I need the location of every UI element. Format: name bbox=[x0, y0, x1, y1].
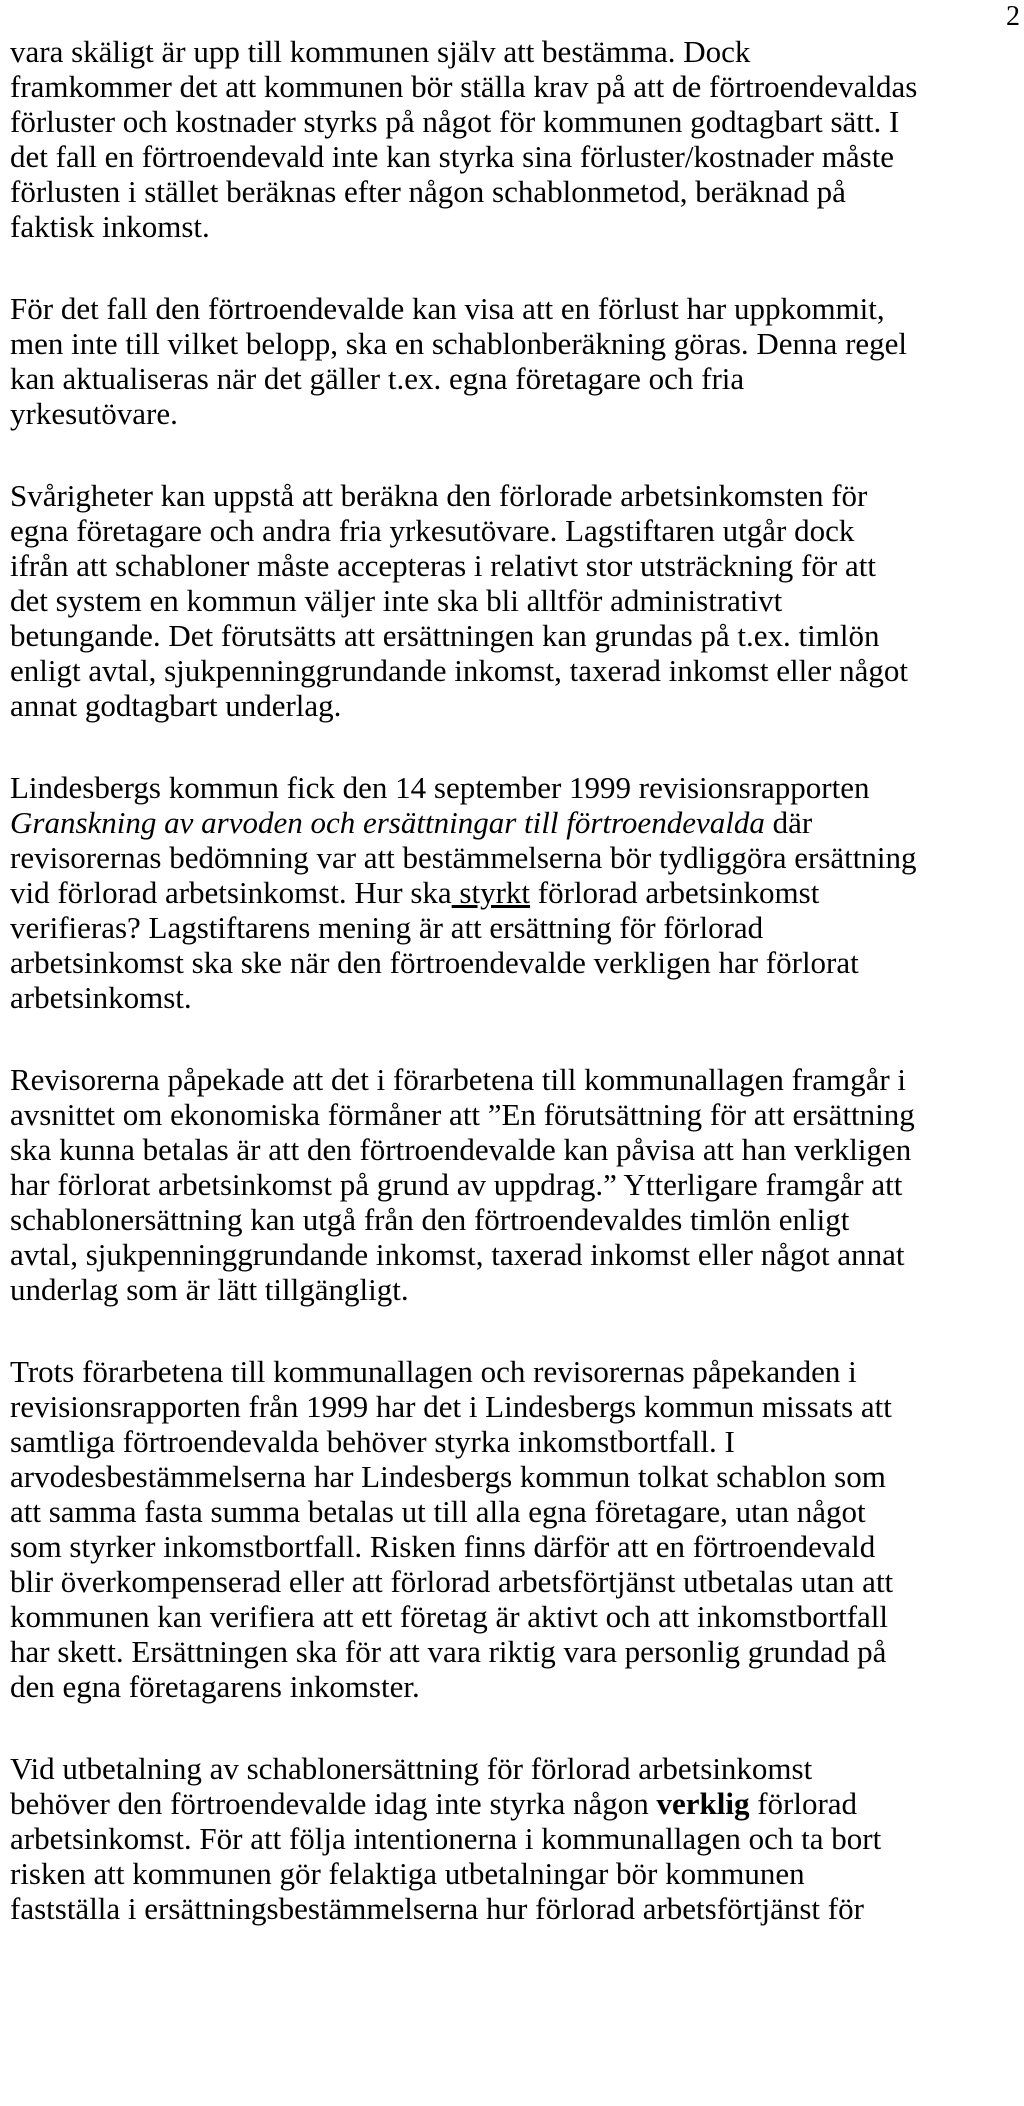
text-line: enligt avtal, sjukpenninggrundande inkomst, taxerad inkomst eller något bbox=[10, 653, 908, 688]
text-line: det system en kommun väljer inte ska bli alltför administrativt bbox=[10, 583, 783, 618]
text-line: kommunen kan verifiera att ett företag är aktivt och att inkomstbortfall bbox=[10, 1599, 889, 1634]
text-line: det fall en förtroendevald inte kan styrka sina förluster/kostnader måste bbox=[10, 139, 895, 174]
paragraph-4 bbox=[10, 770, 1022, 1015]
text-line: För det fall den förtroendevalde kan visa att en förlust har uppkommit, bbox=[10, 291, 885, 326]
text-line: har skett. Ersättningen ska för att vara riktig vara personlig grundad på bbox=[10, 1634, 887, 1669]
text-fragment: behöver den förtroendevalde idag inte styrka någon bbox=[10, 1786, 657, 1821]
text-line: arbetsinkomst. För att följa intentionerna i kommunallagen och ta bort bbox=[10, 1821, 882, 1856]
text-line: betungande. Det förutsätts att ersättningen kan grundas på t.ex. timlön bbox=[10, 618, 880, 653]
document-body bbox=[10, 34, 1022, 1973]
text-line: faktisk inkomst. bbox=[10, 209, 210, 244]
text-line: annat godtagbart underlag. bbox=[10, 688, 342, 723]
paragraph-1 bbox=[10, 34, 1022, 244]
text-line: ifrån att schabloner måste accepteras i relativt stor utsträckning för att bbox=[10, 548, 876, 583]
text-fragment: där bbox=[764, 805, 813, 840]
text-line: arbetsinkomst ska ske när den förtroendevalde verkligen har förlorat bbox=[10, 945, 859, 980]
text-line: ska kunna betalas är att den förtroendevalde kan påvisa att han verkligen bbox=[10, 1132, 912, 1167]
text-line: avtal, sjukpenninggrundande inkomst, taxerad inkomst eller något annat bbox=[10, 1237, 905, 1272]
text-line: förluster och kostnader styrks på något för kommunen godtagbart sätt. I bbox=[10, 104, 900, 139]
text-line: förlusten i stället beräknas efter någon schablonmetod, beräknad på bbox=[10, 174, 846, 209]
paragraph-3 bbox=[10, 478, 1022, 723]
text-line: schablonersättning kan utgå från den förtroendevaldes timlön enligt bbox=[10, 1202, 850, 1237]
text-line: Revisorerna påpekade att det i förarbetena till kommunallagen framgår i bbox=[10, 1062, 907, 1097]
paragraph-7 bbox=[10, 1751, 1022, 1926]
text-line bbox=[10, 875, 1022, 910]
text-line: avsnittet om ekonomiska förmåner att ”En förutsättning för att ersättning bbox=[10, 1097, 915, 1132]
text-line: har förlorat arbetsinkomst på grund av uppdrag.” Ytterligare framgår att bbox=[10, 1167, 903, 1202]
text-line: underlag som är lätt tillgängligt. bbox=[10, 1272, 409, 1307]
bold-word: verklig bbox=[656, 1786, 750, 1821]
text-line: men inte till vilket belopp, ska en schablonberäkning göras. Denna regel bbox=[10, 326, 908, 361]
text-line: samtliga förtroendevalda behöver styrka inkomstbortfall. I bbox=[10, 1424, 735, 1459]
text-line: kan aktualiseras när det gäller t.ex. egna företagare och fria bbox=[10, 361, 745, 396]
text-line: Svårigheter kan uppstå att beräkna den förlorade arbetsinkomsten för bbox=[10, 478, 868, 513]
text-line: att samma fasta summa betalas ut till alla egna företagare, utan något bbox=[10, 1494, 866, 1529]
text-fragment: vid förlorad arbetsinkomst. Hur ska bbox=[10, 875, 452, 910]
text-line: revisorernas bedömning var att bestämmelserna bör tydliggöra ersättning bbox=[10, 840, 917, 875]
paragraph-2 bbox=[10, 291, 1022, 431]
text-line: vara skäligt är upp till kommunen själv att bestämma. Dock bbox=[10, 34, 751, 69]
text-line: fastställa i ersättningsbestämmelserna hur förlorad arbetsförtjänst för bbox=[10, 1891, 864, 1926]
paragraph-6 bbox=[10, 1354, 1022, 1704]
text-line: som styrker inkomstbortfall. Risken finns därför att en förtroendevald bbox=[10, 1529, 876, 1564]
text-line: egna företagare och andra fria yrkesutövare. Lagstiftaren utgår dock bbox=[10, 513, 855, 548]
paragraph-5 bbox=[10, 1062, 1022, 1307]
text-line: arvodesbestämmelserna har Lindesbergs kommun tolkat schablon som bbox=[10, 1459, 886, 1494]
text-line: Trots förarbetena till kommunallagen och revisorernas påpekanden i bbox=[10, 1354, 857, 1389]
text-fragment: förlorad bbox=[749, 1786, 858, 1821]
text-line: Lindesbergs kommun fick den 14 september 1999 revisionsrapporten bbox=[10, 770, 870, 805]
text-line: risken att kommunen gör felaktiga utbetalningar bör kommunen bbox=[10, 1856, 805, 1891]
report-title: Granskning av arvoden och ersättningar till förtroendevalda bbox=[10, 805, 765, 840]
text-line: Vid utbetalning av schablonersättning för förlorad arbetsinkomst bbox=[10, 1751, 813, 1786]
text-line: verifieras? Lagstiftarens mening är att ersättning för förlorad bbox=[10, 910, 764, 945]
text-line: yrkesutövare. bbox=[10, 396, 178, 431]
text-line bbox=[10, 805, 1022, 840]
text-line: revisionsrapporten från 1999 har det i Lindesbergs kommun missats att bbox=[10, 1389, 892, 1424]
text-line bbox=[10, 1786, 1022, 1821]
text-line: den egna företagarens inkomster. bbox=[10, 1669, 420, 1704]
text-line: framkommer det att kommunen bör ställa krav på att de förtroendevaldas bbox=[10, 69, 918, 104]
text-line: blir överkompenserad eller att förlorad arbetsförtjänst utbetalas utan att bbox=[10, 1564, 894, 1599]
underlined-word: styrkt bbox=[451, 875, 531, 910]
text-line: arbetsinkomst. bbox=[10, 980, 192, 1015]
page-number: 2 bbox=[1006, 1, 1020, 32]
text-fragment: förlorad arbetsinkomst bbox=[530, 875, 820, 910]
